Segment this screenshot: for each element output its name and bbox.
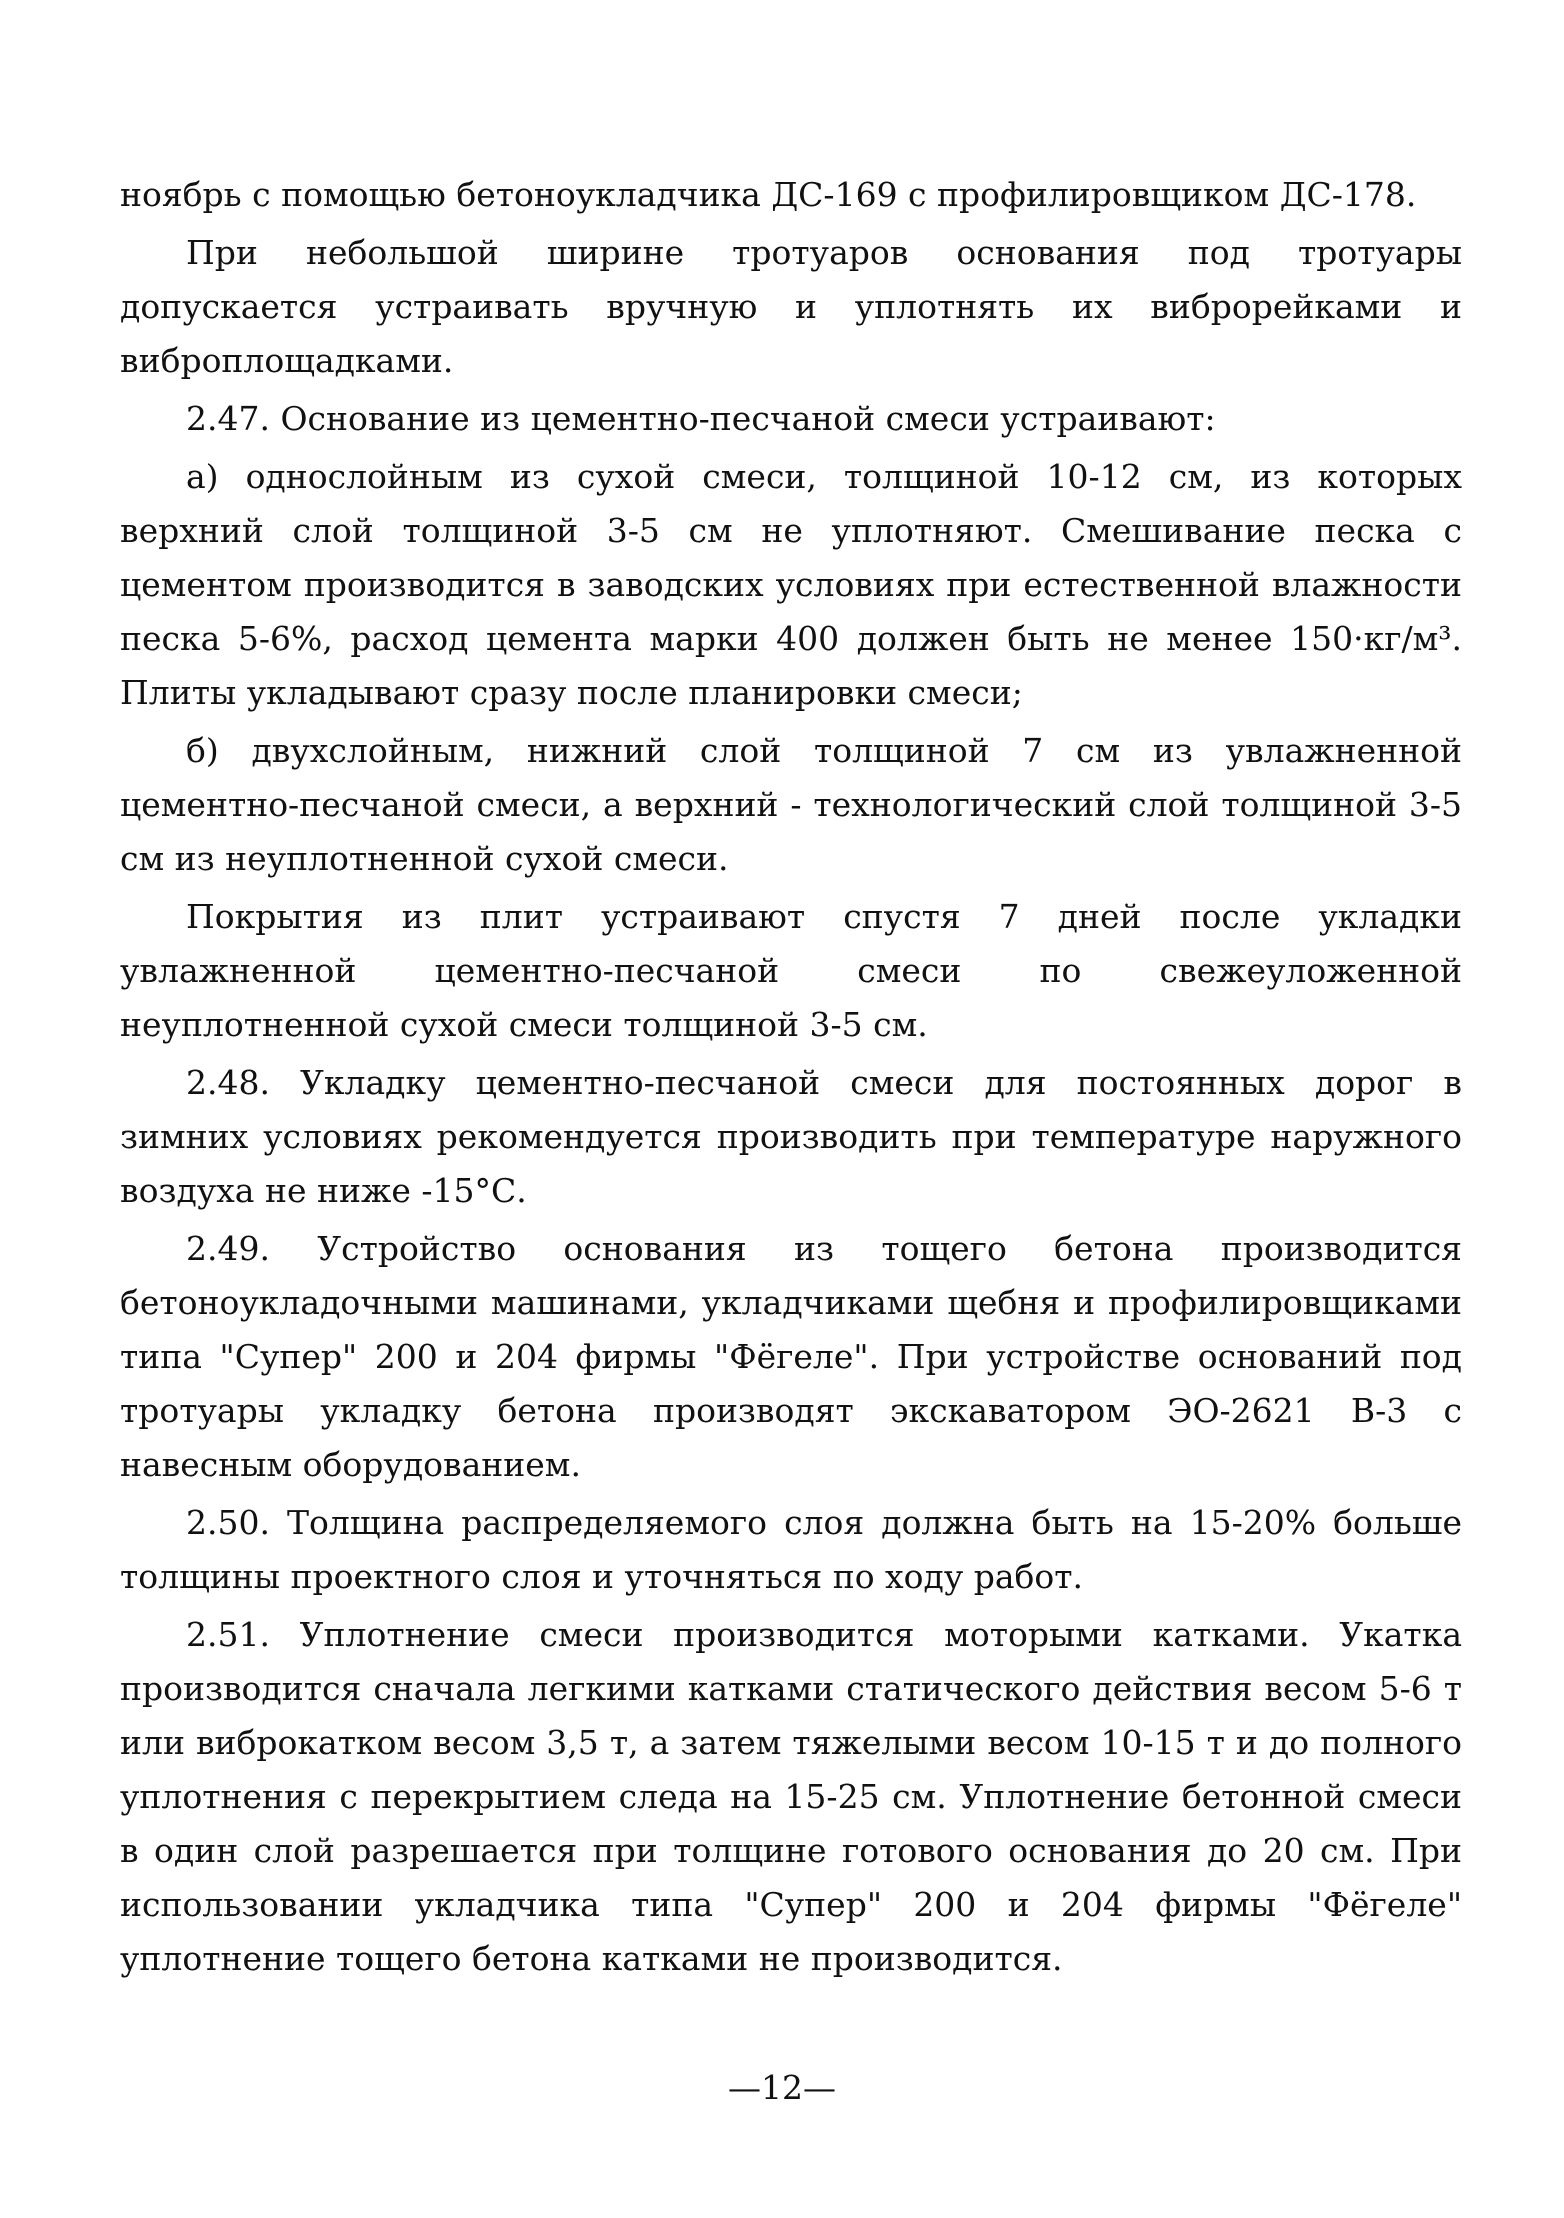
paragraph-2-50: 2.50. Толщина распределяемого слоя должна быть на 15-20% больше толщины проектного слоя и уточняться по ходу работ. xyxy=(120,1503,1462,1596)
paragraph-2-48: 2.48. Укладку цементно-песчаной смеси для постоянных дорог в зимних условиях рекомендуется производить при температуре наружного воздуха не ниже -15°С. xyxy=(120,1063,1462,1210)
paragraph-sidewalk-base: При небольшой ширине тротуаров основания под тротуары допускается устраивать вручную и уплотнять их виброрейками и виброплощадками. xyxy=(120,233,1462,380)
paragraph-2-47-heading: 2.47. Основание из цементно-песчаной смеси устраивают: xyxy=(186,399,1216,438)
page-body xyxy=(120,168,1462,1990)
page-number: —12— xyxy=(728,2068,836,2107)
paragraph-2-47-a: а) однослойным из сухой смеси, толщиной 10-12 см, из которых верхний слой толщиной 3-5 см не уплотняют. Смешивание песка с цементом производится в заводских условиях при естественной влажности песка 5-6%, расход цемента марки 400 должен быть не менее 150·кг/м³. Плиты укладывают сразу после планировки смеси; xyxy=(120,457,1462,712)
paragraph-2-49: 2.49. Устройство основания из тощего бетона производится бетоноукладочными машинами, укладчиками щебня и профилировщиками типа "Супер" 200 и 204 фирмы "Фёгеле". При устройстве оснований под тротуары укладку бетона производят экскаватором ЭО-2621 В-3 с навесным оборудованием. xyxy=(120,1229,1462,1484)
paragraph-2-47-b: б) двухслойным, нижний слой толщиной 7 см из увлажненной цементно-песчаной смеси, а верхний - технологический слой толщиной 3-5 см из неуплотненной сухой смеси. xyxy=(120,731,1462,878)
paragraph-2-51: 2.51. Уплотнение смеси производится моторыми катками. Укатка производится сначала легкими катками статического действия весом 5-6 т или виброкатком весом 3,5 т, а затем тяжелыми весом 10-15 т и до полного уплотнения с перекрытием следа на 15-25 см. Уплотнение бетонной смеси в один слой разрешается при толщине готового основания до 20 см. При использовании укладчика типа "Супер" 200 и 204 фирмы "Фёгеле" уплотнение тощего бетона катками не производится. xyxy=(120,1615,1462,1978)
paragraph-continuation: ноябрь с помощью бетоноукладчика ДС-169 с профилировщиком ДС-178. xyxy=(120,175,1417,214)
paragraph-slab-coverings: Покрытия из плит устраивают спустя 7 дней после укладки увлажненной цементно-песчаной смеси по свежеуложенной неуплотненной сухой смеси толщиной 3-5 см. xyxy=(120,897,1462,1044)
